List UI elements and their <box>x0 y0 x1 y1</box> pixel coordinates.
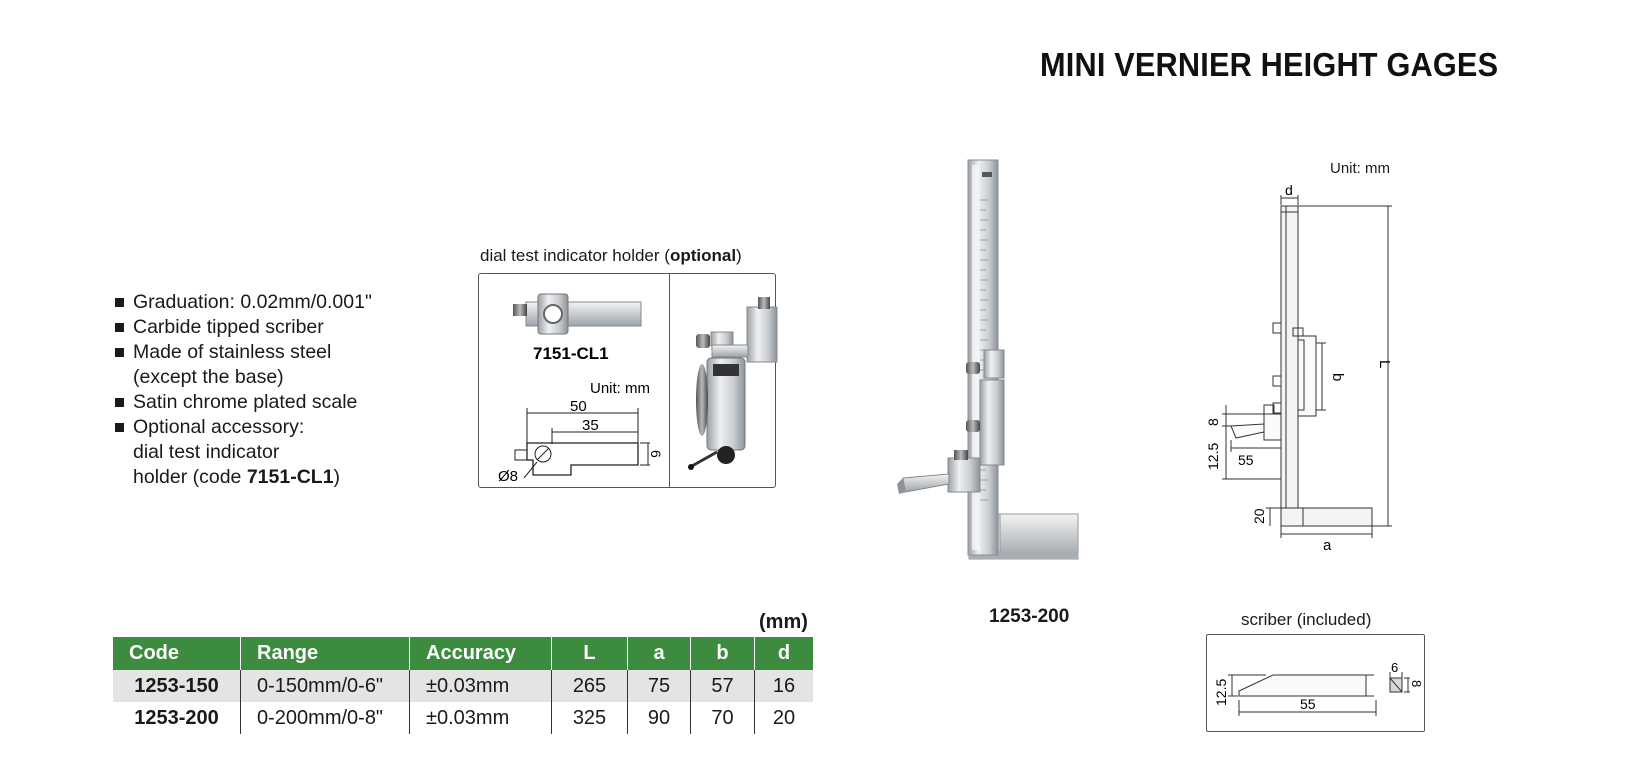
scriber-dim-6: 6 <box>1391 660 1399 675</box>
feature-item: Carbide tipped scriber <box>113 315 372 340</box>
feature-item-continuation: (except the base) <box>133 366 284 388</box>
dim-d-label: d <box>1285 182 1293 198</box>
col-header-d: d <box>755 637 814 670</box>
col-header-code: Code <box>113 637 241 670</box>
holder-clamp-photo <box>513 294 641 334</box>
dim-20-label: 20 <box>1251 508 1267 524</box>
holder-dim-50: 50 <box>570 398 587 415</box>
col-header-accuracy: Accuracy <box>410 637 552 670</box>
scriber-caption: scriber (included) <box>1241 610 1372 629</box>
feature-item-continuation: holder (code 7151-CL1) <box>133 466 341 488</box>
holder-unit: Unit: mm <box>590 380 650 397</box>
dim-55-label: 55 <box>1238 452 1254 468</box>
col-header-a: a <box>628 637 691 670</box>
scriber-box <box>1206 634 1425 732</box>
holder-dim-6: 6 <box>648 450 664 458</box>
drawing-unit: Unit: mm <box>1330 160 1390 177</box>
holder-dim-d8: Ø8 <box>498 468 519 485</box>
holder-code: 7151-CL1 <box>533 344 609 363</box>
table-row: 1253-150 0-150mm/0-6" ±0.03mm 265 75 57 16 <box>113 670 813 702</box>
col-header-range: Range <box>241 637 410 670</box>
dim-a-label: a <box>1323 537 1332 554</box>
technical-drawing <box>1222 195 1392 538</box>
table-row: 1253-200 0-200mm/0-8" ±0.03mm 325 90 70 20 <box>113 702 813 734</box>
holder-dim-35: 35 <box>582 417 599 434</box>
holder-caption: dial test indicator holder (optional) <box>480 246 742 265</box>
col-header-b: b <box>691 637 755 670</box>
feature-item: Optional accessory: <box>113 415 372 440</box>
table-unit: (mm) <box>759 611 808 633</box>
table-header-row <box>113 637 813 670</box>
scriber-dim-55: 55 <box>1300 696 1316 712</box>
dim-L-label: L <box>1376 360 1393 369</box>
dim-12-5-label: 12.5 <box>1205 442 1221 470</box>
product-model-label: 1253-200 <box>989 606 1070 627</box>
scriber-dim-8: 8 <box>1409 680 1424 688</box>
spec-table <box>113 637 813 734</box>
feature-item-continuation: dial test indicator <box>133 441 280 463</box>
feature-item: Satin chrome plated scale <box>113 390 372 415</box>
page-title: MINI VERNIER HEIGHT GAGES <box>1040 46 1499 83</box>
dim-8-label: 8 <box>1205 418 1221 426</box>
holder-mounted-photo <box>688 297 777 470</box>
height-gage-photo <box>897 160 1078 559</box>
col-header-L: L <box>552 637 628 670</box>
dim-b-label: b <box>1329 373 1346 382</box>
feature-item: Made of stainless steel <box>113 340 372 365</box>
feature-item: Graduation: 0.02mm/0.001" <box>113 290 372 315</box>
scriber-dim-12-5: 12.5 <box>1213 678 1229 706</box>
